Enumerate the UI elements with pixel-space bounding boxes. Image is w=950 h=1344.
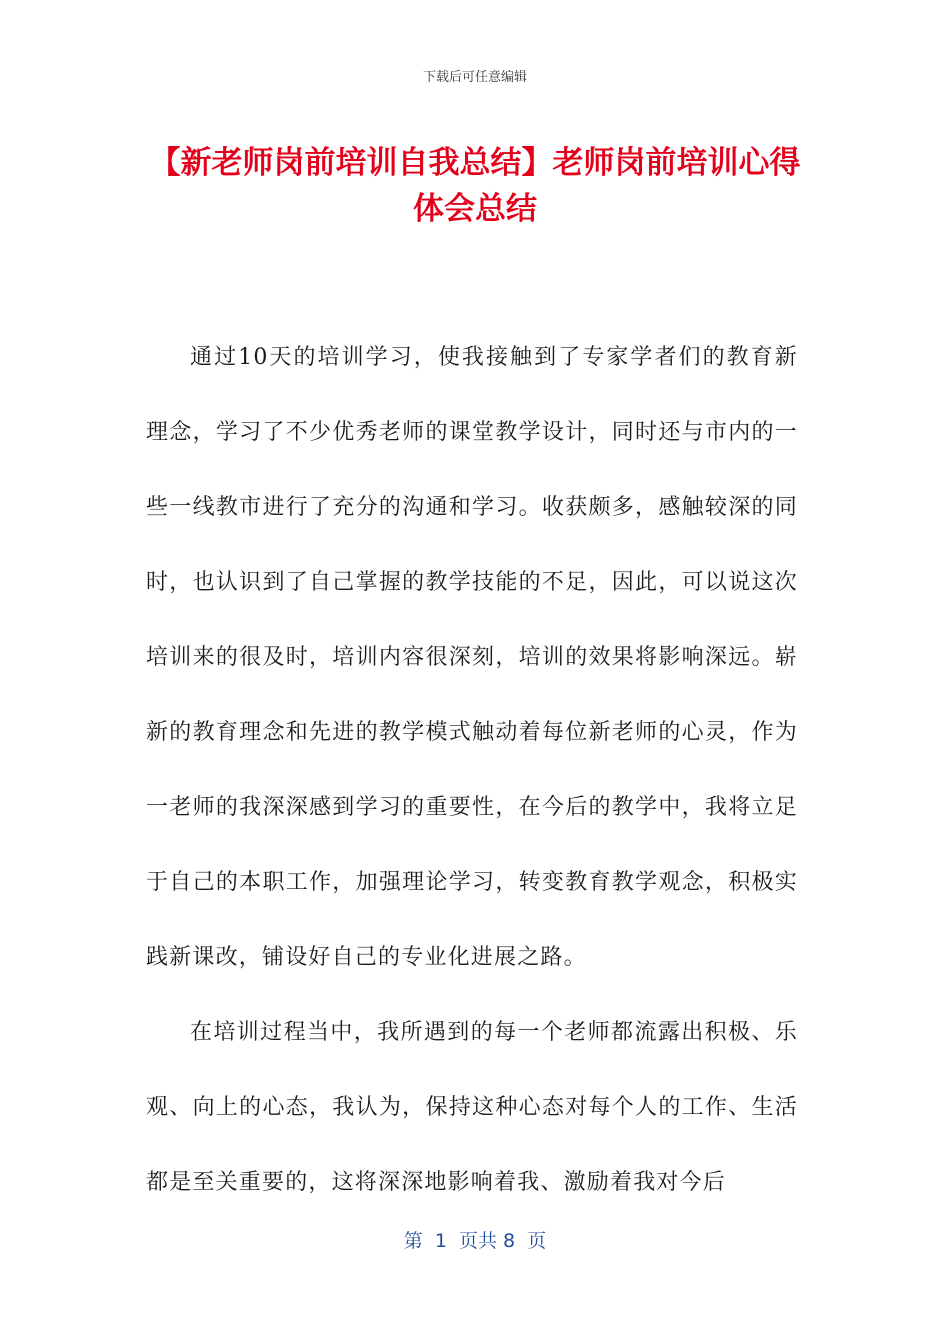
page-number: 第 1 页共 8 页 bbox=[403, 1230, 547, 1252]
body-paragraph: 通过10天的培训学习，使我接触到了专家学者们的教育新理念，学习了不少优秀老师的课堂教学设计，同时还与市内的一些一线教市进行了充分的沟通和学习。收获颇多，感触较深的同时，也认识到了自己掌握的教学技能的不足，因此，可以说这次培训来的很及时，培训内容很深刻，培训的效果将影响深远。崭新的教育理念和先进的教学模式触动着每位新老师的心灵，作为一老师的我深深感到学习的重要性，在今后的教学中，我将立足于自己的本职工作，加强理论学习，转变教育教学观念，积极实践新课改，铺设好自己的专业化进展之路。 bbox=[146, 345, 798, 970]
header-note: 下载后可任意编辑 bbox=[422, 70, 527, 85]
document-title: 【新老师岗前培训自我总结】老师岗前培训心得体会总结 bbox=[149, 145, 801, 227]
document-body bbox=[146, 320, 798, 1220]
body-paragraph: 在培训过程当中，我所遇到的每一个老师都流露出积极、乐观、向上的心态，我认为，保持这种心态对每个人的工作、生活都是至关重要的，这将深深地影响着我、激励着我对今后 bbox=[146, 1020, 798, 1195]
